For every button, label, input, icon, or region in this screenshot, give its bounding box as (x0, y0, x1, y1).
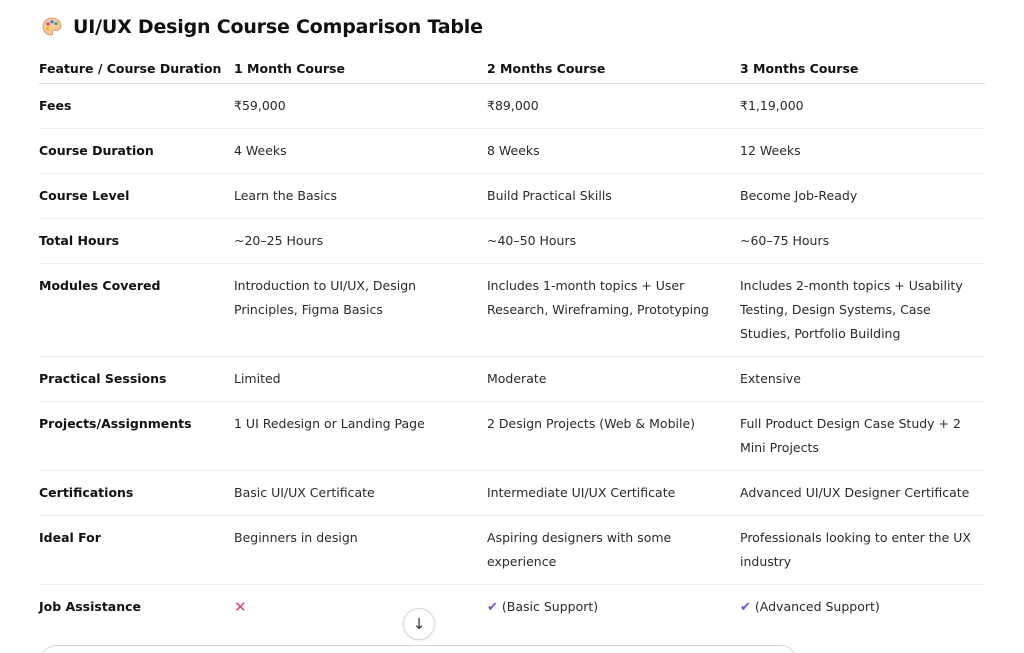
message-composer[interactable] (40, 645, 797, 653)
feature-cell: Practical Sessions (39, 357, 234, 402)
table-cell (740, 585, 985, 631)
table-cell: 4 Weeks (234, 129, 487, 174)
scroll-down-button[interactable] (403, 608, 435, 640)
table-cell: Advanced UI/UX Designer Certificate (740, 471, 985, 516)
table-header-row (39, 53, 985, 84)
table-cell: Build Practical Skills (487, 174, 740, 219)
cross-mark-icon: ✕ (234, 598, 247, 616)
feature-cell: Course Level (39, 174, 234, 219)
table-cell: Extensive (740, 357, 985, 402)
table-cell: ₹59,000 (234, 84, 487, 129)
table-row (39, 84, 985, 129)
table-cell: Beginners in design (234, 516, 487, 585)
table-cell: ~40–50 Hours (487, 219, 740, 264)
column-header: 1 Month Course (234, 53, 487, 84)
table-row (39, 264, 985, 357)
table-cell: Includes 2-month topics + Usability Testing, Design Systems, Case Studies, Portfolio Building (740, 264, 985, 357)
table-cell: Professionals looking to enter the UX industry (740, 516, 985, 585)
job-assistance-label: (Basic Support) (501, 599, 599, 614)
table-row (39, 402, 985, 471)
table-cell: 1 UI Redesign or Landing Page (234, 402, 487, 471)
table-row (39, 174, 985, 219)
comparison-table (39, 53, 985, 630)
table-row (39, 585, 985, 631)
feature-cell: Certifications (39, 471, 234, 516)
palette-icon (41, 16, 63, 38)
feature-cell: Modules Covered (39, 264, 234, 357)
column-header: 3 Months Course (740, 53, 985, 84)
table-cell: Intermediate UI/UX Certificate (487, 471, 740, 516)
table-cell: Basic UI/UX Certificate (234, 471, 487, 516)
table-cell: ~60–75 Hours (740, 219, 985, 264)
table-cell (487, 585, 740, 631)
feature-cell: Ideal For (39, 516, 234, 585)
job-assistance-label: (Advanced Support) (754, 599, 880, 614)
table-cell: ₹89,000 (487, 84, 740, 129)
table-row (39, 219, 985, 264)
table-heading (41, 16, 483, 38)
table-cell: Introduction to UI/UX, Design Principles, Figma Basics (234, 264, 487, 357)
feature-cell: Fees (39, 84, 234, 129)
table-cell: Full Product Design Case Study + 2 Mini Projects (740, 402, 985, 471)
table-cell: Moderate (487, 357, 740, 402)
arrow-down-icon: ↓ (412, 615, 426, 633)
table-cell: 8 Weeks (487, 129, 740, 174)
table-row (39, 516, 985, 585)
feature-cell: Job Assistance (39, 599, 142, 614)
check-mark-icon: ✔ (740, 600, 751, 615)
check-mark-icon: ✔ (487, 600, 498, 615)
column-header: Feature / Course Duration (39, 53, 234, 84)
table-row (39, 357, 985, 402)
feature-cell: Course Duration (39, 129, 234, 174)
table-cell: Includes 1-month topics + User Research, Wireframing, Prototyping (487, 264, 740, 357)
column-header: 2 Months Course (487, 53, 740, 84)
feature-cell: Total Hours (39, 219, 234, 264)
table-cell: Learn the Basics (234, 174, 487, 219)
table-cell: Aspiring designers with some experience (487, 516, 740, 585)
page-title: UI/UX Design Course Comparison Table (73, 16, 483, 38)
table-cell: ₹1,19,000 (740, 84, 985, 129)
feature-cell: Projects/Assignments (39, 402, 234, 471)
table-row (39, 129, 985, 174)
table-cell: ~20–25 Hours (234, 219, 487, 264)
table-row (39, 471, 985, 516)
table-cell: 12 Weeks (740, 129, 985, 174)
table-cell: Limited (234, 357, 487, 402)
table-cell: Become Job-Ready (740, 174, 985, 219)
table-cell: 2 Design Projects (Web & Mobile) (487, 402, 740, 471)
table-cell (234, 585, 487, 631)
